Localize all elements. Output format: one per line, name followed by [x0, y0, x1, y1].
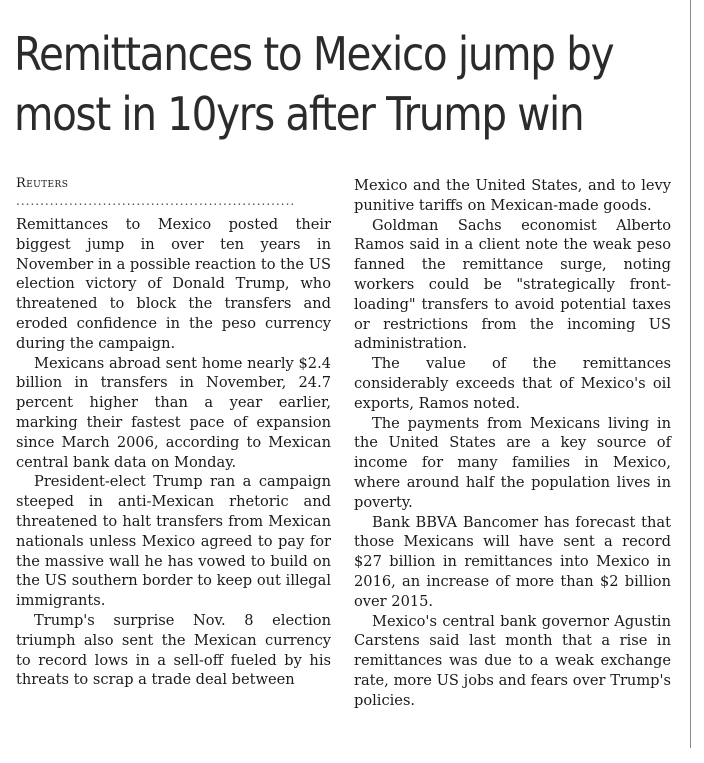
- paragraph: Mexico's central bank governor Agustin Carstens said last month that a rise in remittances was due to a weak exchange rate, more US jobs and fears over Trump's policies.: [354, 612, 671, 709]
- paragraph-continued: Mexico and the United States, and to levy punitive tariffs on Mexican-made goods.: [354, 177, 671, 214]
- paragraph: Trump's surprise Nov. 8 election triumph also sent the Mexican currency to record lows in a sell-off fueled by his threats to scrap a trade deal between: [16, 611, 331, 689]
- column-rule: [690, 0, 691, 748]
- paragraph: The value of the remittances considerably exceeds that of Mexico's oil exports, Ramos noted.: [354, 355, 671, 412]
- paragraph: Remittances to Mexico posted their biggest jump in over ten years in November in a possible reaction to the US election victory of Donald Trump, who threatened to block the transfers and eroded confidence in the peso currency during the campaign.: [16, 216, 331, 352]
- paragraph: President-elect Trump ran a campaign steeped in anti-Mexican rhetoric and threatened to halt transfers from Mexican nationals unless Mexico agreed to pay for the massive wall he has vowed to build on the US southern border to keep out illegal immigrants.: [16, 473, 331, 610]
- article-column-right: [354, 176, 671, 711]
- paragraph: Goldman Sachs economist Alberto Ramos said in a client note the weak peso fanned the remittance surge, noting workers could be "strategically front-loading" transfers to avoid potential taxes or restrictions from the incoming US administration.: [354, 216, 671, 353]
- paragraph: Bank BBVA Bancomer has forecast that those Mexicans will have sent a record $27 billion in remittances into Mexico in 2016, an increase of more than $2 billion over 2015.: [354, 513, 671, 610]
- headline-line-2: most in 10yrs after Trump win: [14, 87, 584, 141]
- byline: Reuters: [16, 176, 69, 191]
- paragraph: The payments from Mexicans living in the United States are a key source of income for many families in Mexico, where around half the population lives in poverty.: [354, 414, 671, 511]
- article-column-left: [16, 172, 331, 690]
- headline: [14, 24, 614, 144]
- paragraph: Mexicans abroad sent home nearly $2.4 billion in transfers in November, 24.7 percent higher than a year earlier, marking their fastest pace of expansion since March 2006, according to Mexican central bank data on Monday.: [16, 354, 331, 471]
- dotted-separator: ..........................................................: [16, 197, 296, 208]
- headline-line-1: Remittances to Mexico jump by: [14, 27, 614, 81]
